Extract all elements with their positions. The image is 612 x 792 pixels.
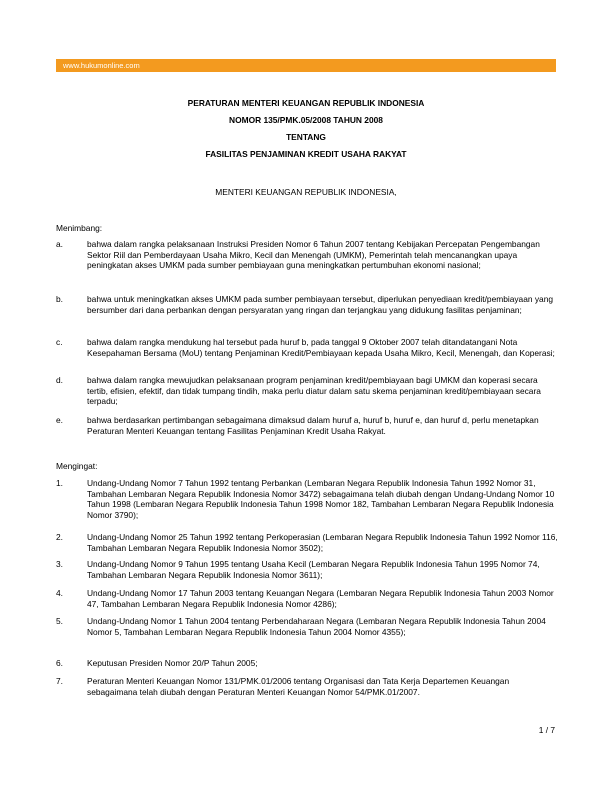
- item-label: a.: [56, 239, 63, 249]
- item-label: b.: [56, 294, 63, 304]
- item-label: 5.: [56, 616, 63, 626]
- item-text: Undang-Undang Nomor 1 Tahun 2004 tentang Perbendaharaan Negara (Lembaran Negara Republik Indonesia Tahun 2004 Nomor 5, Tambahan Lembaran Negara Republik Indonesia Tahun 2004 Nomor 4355);: [87, 616, 546, 637]
- item-text: bahwa berdasarkan pertimbangan sebagaimana dimaksud dalam huruf a, huruf b, huruf e, dan huruf d, perlu menetapkan Peraturan Menteri Keuangan tentang Fasilitas Penjaminan Kredit Usaha Rakyat.: [87, 415, 539, 436]
- item-label: d.: [56, 375, 63, 385]
- item-text: bahwa dalam rangka mendukung hal tersebut pada huruf b, pada tanggal 9 Oktober 2007 telah ditandatangani Nota Kesepahaman Bersama (MoU) tentang Penjaminan Kredit/Pembiayaan kepada Usaha Mikro, Kecil, Menengah, dan Koperasi;: [87, 337, 555, 358]
- mengingat-heading: Mengingat:: [56, 461, 98, 471]
- title-line-4: FASILITAS PENJAMINAN KREDIT USAHA RAKYAT: [205, 149, 407, 159]
- item-label: 2.: [56, 532, 63, 542]
- item-text: Undang-Undang Nomor 7 Tahun 1992 tentang Perbankan (Lembaran Negara Republik Indonesia Tahun 1992 Nomor 31, Tambahan Lembaran Negara Republik Indonesia Nomor 3472) sebagaimana telah diubah dengan Undang-Undang Nomor 10 Tahun 1998 (Lembaran Negara Republik Indonesia Tahun 1998 Nomor 182, Tambahan Lembaran Negara Republik Indonesia Nomor 3790);: [87, 478, 555, 520]
- site-banner: [56, 59, 556, 72]
- title-line-2: NOMOR 135/PMK.05/2008 TAHUN 2008: [229, 115, 383, 125]
- menimbang-heading: Menimbang:: [56, 223, 103, 233]
- site-url[interactable]: www.hukumonline.com: [63, 61, 140, 70]
- item-text: bahwa dalam rangka mewujudkan pelaksanaan program penjaminan kredit/pembiayaan bagi UMKM dan koperasi secara tertib, efisien, efektif, dan tidak tumpang tindih, maka perlu diatur dalam satu skema penjaminan kredit/pembiayaan secara terpadu;: [87, 375, 541, 407]
- item-text: Undang-Undang Nomor 17 Tahun 2003 tentang Keuangan Negara (Lembaran Negara Republik Indonesia Tahun 2003 Nomor 47, Tambahan Lembaran Negara Republik Indonesia Nomor 4286);: [87, 588, 554, 609]
- title-line-3: TENTANG: [286, 132, 326, 142]
- item-label: e.: [56, 415, 63, 425]
- item-label: 6.: [56, 658, 63, 668]
- subtitle: MENTERI KEUANGAN REPUBLIK INDONESIA,: [215, 187, 397, 197]
- page-number: 1 / 7: [538, 725, 555, 735]
- item-text: Peraturan Menteri Keuangan Nomor 131/PMK.01/2006 tentang Organisasi dan Tata Kerja Departemen Keuangan sebagaimana telah diubah dengan Peraturan Menteri Keuangan Nomor 54/PMK.01/2007.: [87, 676, 510, 697]
- item-text: Undang-Undang Nomor 25 Tahun 1992 tentang Perkoperasian (Lembaran Negara Republik Indonesia Tahun 1992 Nomor 116, Tambahan Lembaran Negara Republik Indonesia Nomor 3502);: [87, 532, 558, 553]
- item-text: Undang-Undang Nomor 9 Tahun 1995 tentang Usaha Kecil (Lembaran Negara Republik Indonesia Tahun 1995 Nomor 74, Tambahan Lembaran Negara Republik Indonesia Nomor 3611);: [87, 559, 540, 580]
- item-label: 7.: [56, 676, 63, 686]
- item-text: Keputusan Presiden Nomor 20/P Tahun 2005;: [87, 658, 258, 668]
- item-text: bahwa untuk meningkatkan akses UMKM pada sumber pembiayaan tersebut, diperlukan penyediaan kredit/pembiayaan yang bersumber dari dana perbankan dengan persyaratan yang ringan dan terjangkau yang didukung fasilitas penjaminan;: [87, 294, 554, 315]
- item-label: 1.: [56, 478, 63, 488]
- item-label: 4.: [56, 588, 63, 598]
- title-line-1: PERATURAN MENTERI KEUANGAN REPUBLIK INDONESIA: [187, 98, 425, 108]
- item-label: c.: [56, 337, 63, 347]
- item-text: bahwa dalam rangka pelaksanaan Instruksi Presiden Nomor 6 Tahun 2007 tentang Kebijakan Percepatan Pengembangan Sektor Riil dan Pemberdayaan Usaha Mikro, Kecil dan Menengah (UMKM), Pemerintah telah mencanangkan upaya peningkatan akses UMKM pada sumber pembiayaan guna meningkatkan pertumbuhan ekonomi nasional;: [87, 239, 540, 271]
- item-label: 3.: [56, 559, 63, 569]
